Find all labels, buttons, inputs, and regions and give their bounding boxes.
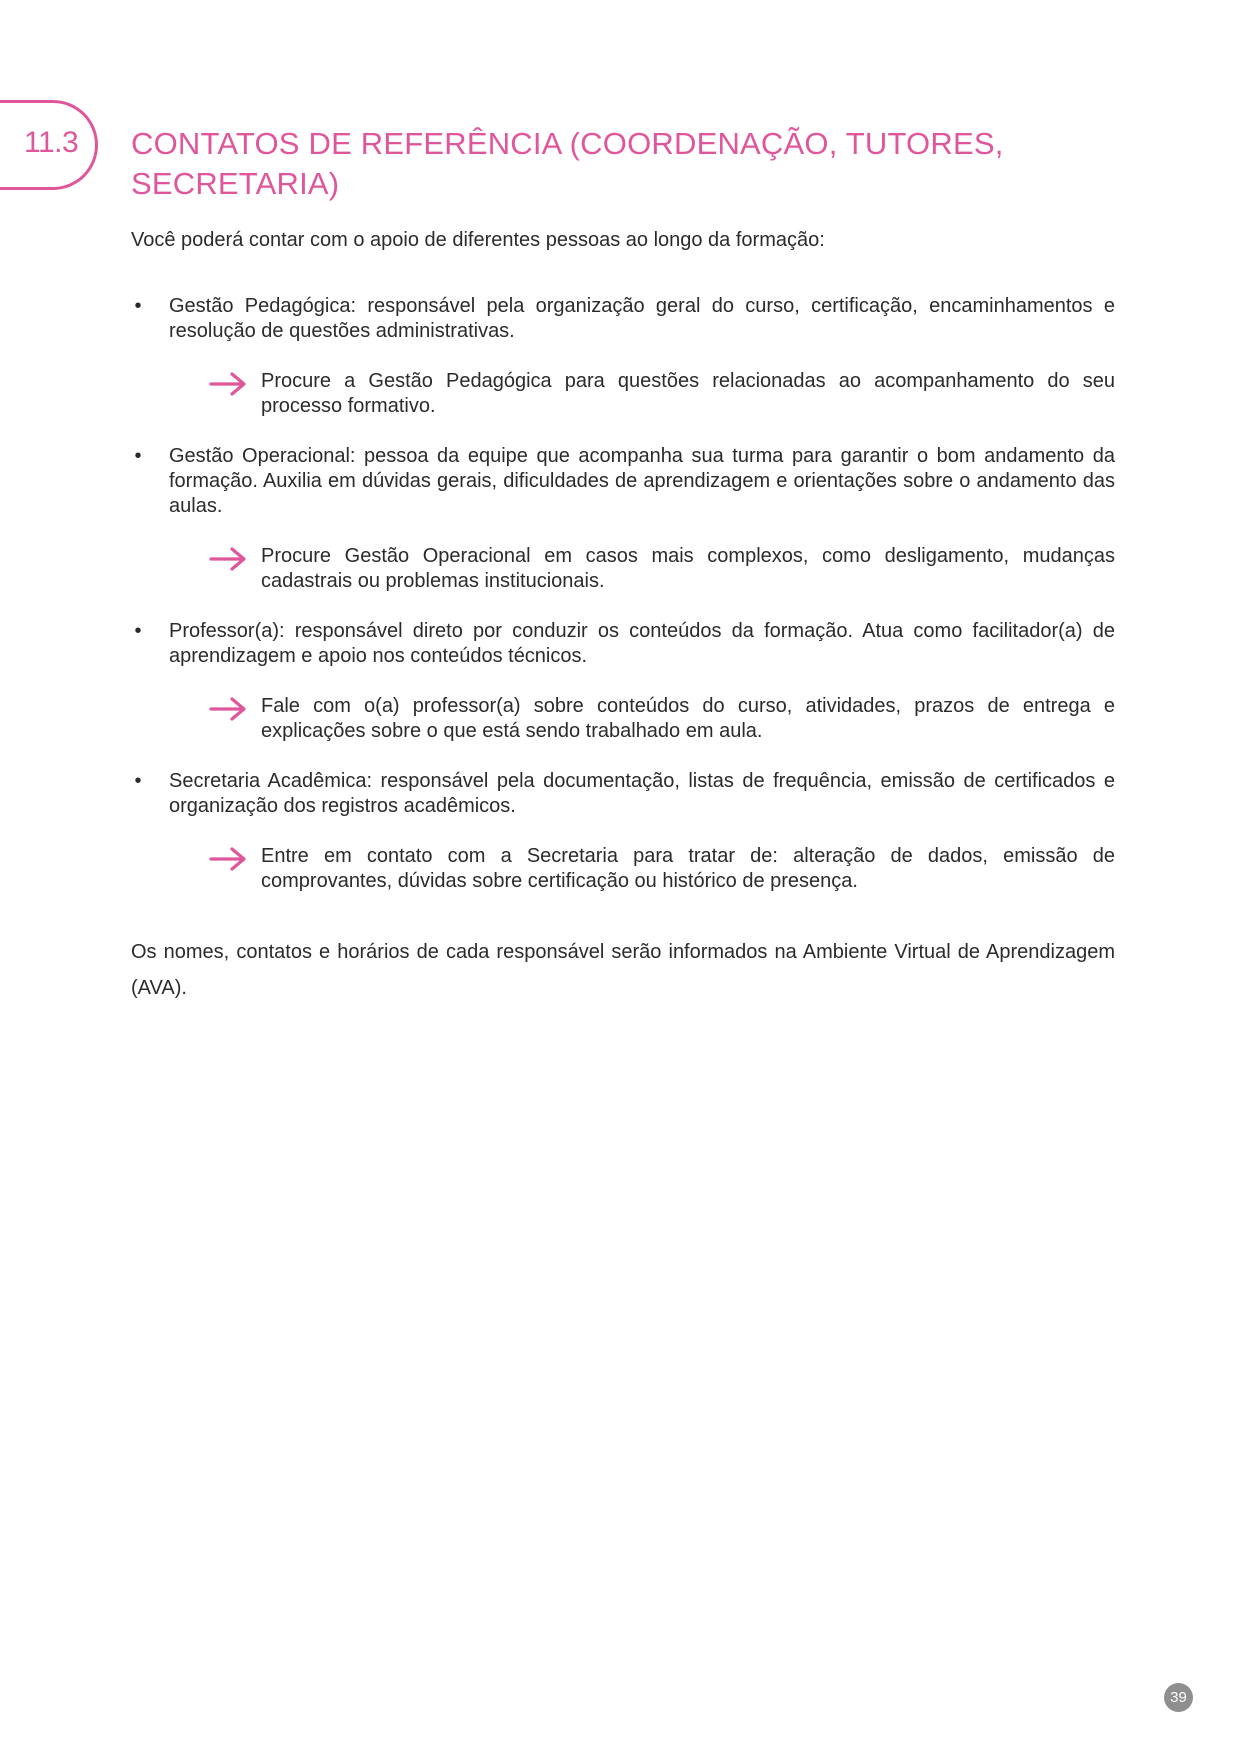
closing-paragraph: Os nomes, contatos e horários de cada responsável serão informados na Ambiente Virtual de Aprendizagem (AVA). <box>131 941 1115 999</box>
tip-text: Procure Gestão Operacional em casos mais complexos, como desligamento, mudanças cadastrais ou problemas institucionais. <box>261 545 1115 592</box>
page-number: 39 <box>1164 1683 1193 1712</box>
list-item-professor <box>131 619 1115 744</box>
role-description: Secretaria Acadêmica: responsável pela documentação, listas de frequência, emissão de certificados e organização dos registros acadêmicos. <box>169 770 1115 817</box>
arrow-right-icon <box>209 371 249 397</box>
arrow-right-icon <box>209 846 249 872</box>
role-description: Gestão Pedagógica: responsável pela organização geral do curso, certificação, encaminhamentos e resolução de questões administrativas. <box>169 295 1115 342</box>
role-description: Gestão Operacional: pessoa da equipe que acompanha sua turma para garantir o bom andamento da formação. Auxilia em dúvidas gerais, dificuldades de aprendizagem e orientações sobre o andamento das aulas. <box>169 445 1115 517</box>
tip-text: Procure a Gestão Pedagógica para questões relacionadas ao acompanhamento do seu processo formativo. <box>261 370 1115 417</box>
intro-paragraph: Você poderá contar com o apoio de diferentes pessoas ao longo da formação: <box>131 229 825 251</box>
tip <box>169 369 1115 419</box>
list-item-secretaria-academica <box>131 769 1115 894</box>
section-title: CONTATOS DE REFERÊNCIA (COORDENAÇÃO, TUTORES, SECRETARIA) <box>131 126 1004 201</box>
list-item-gestao-operacional <box>131 444 1115 594</box>
role-description: Professor(a): responsável direto por conduzir os conteúdos da formação. Atua como facilitador(a) de aprendizagem e apoio nos conteúdos técnicos. <box>169 620 1115 667</box>
list-item-gestao-pedagogica <box>131 294 1115 419</box>
tip <box>169 694 1115 744</box>
bullet: • <box>134 445 142 467</box>
tip-text: Fale com o(a) professor(a) sobre conteúdos do curso, atividades, prazos de entrega e explicações sobre o que está sendo trabalhado em aula. <box>261 695 1115 742</box>
contacts-list <box>131 294 1115 894</box>
tip <box>169 844 1115 894</box>
tip-text: Entre em contato com a Secretaria para tratar de: alteração de dados, emissão de comprovantes, dúvidas sobre certificação ou histórico de presença. <box>261 845 1115 892</box>
tip <box>169 544 1115 594</box>
bullet: • <box>134 295 142 317</box>
section-number: 11.3 <box>24 126 79 159</box>
bullet: • <box>134 770 142 792</box>
bullet: • <box>134 620 142 642</box>
section-content <box>131 228 1115 1006</box>
arrow-right-icon <box>209 546 249 572</box>
arrow-right-icon <box>209 696 249 722</box>
